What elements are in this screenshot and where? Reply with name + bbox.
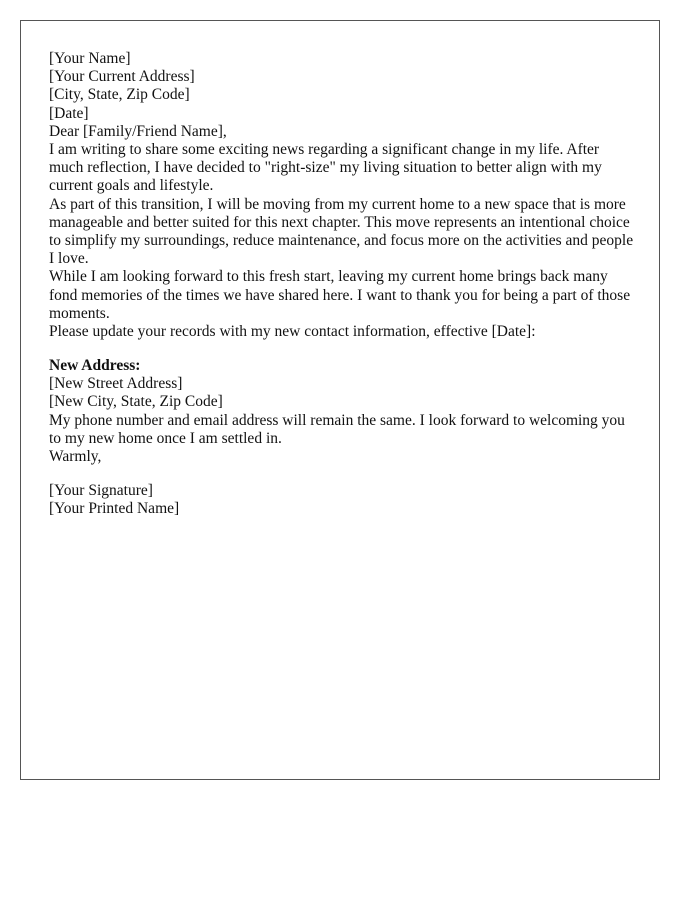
signature: [Your Signature] xyxy=(49,481,153,499)
sender-block xyxy=(49,50,635,123)
paragraph-intro: I am writing to share some exciting news regarding a significant change in my life. After much reflection, I have decided to "right-size" my living situation to better align with my current goals and lifestyle. xyxy=(49,141,602,195)
paragraph-update-records: Please update your records with my new contact information, effective [Date]: xyxy=(49,323,536,341)
new-street-address: [New Street Address] xyxy=(49,375,183,393)
closing: Warmly, xyxy=(49,447,102,465)
new-address-label: New Address: xyxy=(49,356,141,374)
signature-block xyxy=(49,482,635,518)
letter-date: [Date] xyxy=(49,104,89,122)
sender-address: [Your Current Address] xyxy=(49,68,195,86)
new-city-state-zip: [New City, State, Zip Code] xyxy=(49,393,223,411)
sender-city-state-zip: [City, State, Zip Code] xyxy=(49,86,190,104)
letter-body xyxy=(49,50,635,518)
sender-name: [Your Name] xyxy=(49,50,131,67)
letter-page xyxy=(20,20,660,780)
new-address-block xyxy=(49,357,635,412)
paragraph-transition: As part of this transition, I will be moving from my current home to a new space that is more manageable and better suited for this next chapter. This move represents an intentional choice to simplify my surroundings, reduce maintenance, and focus more on the activities and people I love. xyxy=(49,195,634,268)
paragraph-contact: My phone number and email address will remain the same. I look forward to welcoming you to my new home once I am settled in. xyxy=(49,411,625,447)
salutation: Dear [Family/Friend Name], xyxy=(49,122,227,140)
printed-name: [Your Printed Name] xyxy=(49,500,180,518)
paragraph-memories: While I am looking forward to this fresh start, leaving my current home brings back many fond memories of the times we have shared here. I want to thank you for being a part of those moments. xyxy=(49,268,631,322)
